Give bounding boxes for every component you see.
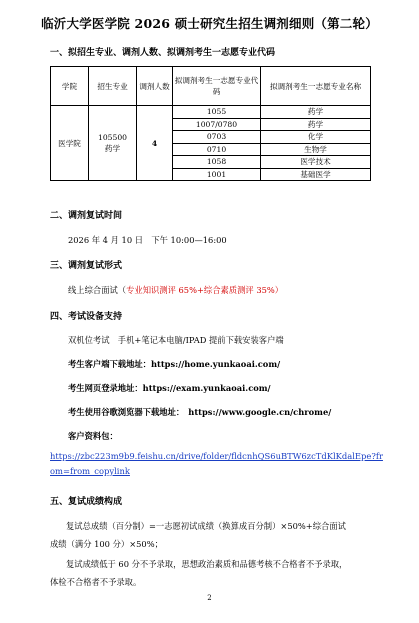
format-weighting: 专业知识测评 65%+综合素质测评 35% [126, 285, 275, 295]
web-login-address: 考生网页登录地址：https://exam.yunkaoai.com/ [68, 383, 271, 393]
code-cell: 0710 [173, 143, 261, 156]
header-first-choice-name: 拟调剂考生一志愿专业名称 [261, 67, 371, 106]
admission-rule-line2: 体检不合格者不予录取。 [50, 577, 142, 587]
code-cell: 1058 [173, 156, 261, 169]
code-cell: 0703 [173, 131, 261, 144]
client-download-address: 考生客户端下载地址：https://home.yunkaoai.com/ [68, 359, 281, 369]
page-title: 临沂大学医学院 2026 硕士研究生招生调剂细则（第二轮） [41, 16, 378, 31]
table-header-row [51, 67, 371, 106]
header-major: 招生专业 [89, 67, 137, 106]
code-cell: 1001 [173, 168, 261, 181]
header-college: 学院 [51, 67, 89, 106]
chrome-download-address: 考生使用谷歌浏览器下载地址： https://www.google.cn/chrome/ [68, 407, 332, 417]
code-cell: 1007/0780 [173, 118, 261, 131]
admission-rule-line1: 复试成绩低于 60 分不予录取，思想政治素质和品德考核不合格者不予录取， [66, 559, 348, 569]
name-cell: 生物学 [261, 143, 371, 156]
section1-heading: 一、拟招生专业、调剂人数、拟调剂考生一志愿专业代码 [50, 48, 276, 58]
header-first-choice-code: 拟调剂考生一志愿专业代码 [173, 67, 261, 106]
major-code: 105500 [98, 133, 127, 142]
name-cell: 药学 [261, 106, 371, 119]
format-suffix: ） [274, 285, 284, 295]
resource-pack-link[interactable]: https://zbc223m9b9.feishu.cn/drive/folder/fldcnhQS6uBTW6zcTdKlKdalEpe?fr [50, 451, 383, 461]
page-number: 2 [207, 594, 212, 602]
enrollment-table [50, 66, 371, 181]
section2-heading: 二、调剂复试时间 [50, 211, 123, 221]
count-cell: 4 [137, 106, 173, 181]
name-cell: 化学 [261, 131, 371, 144]
score-formula-line1: 复试总成绩（百分制）=一志愿初试成绩（换算成百分制）×50%+综合面试 [66, 521, 346, 531]
section3-heading: 三、调剂复试形式 [50, 261, 123, 271]
major-cell [89, 106, 137, 181]
name-cell: 医学技术 [261, 156, 371, 169]
device-requirement: 双机位考试 手机+笔记本电脑/IPAD 提前下载安装客户端 [68, 335, 284, 345]
name-cell: 基础医学 [261, 168, 371, 181]
table-row [51, 106, 371, 119]
interview-format [68, 284, 283, 296]
resource-pack-label: 客户资料包： [68, 431, 118, 441]
interview-time: 2026 年 4 月 10 日 下午 10:00—16:00 [68, 235, 227, 245]
section5-heading: 五、复试成绩构成 [50, 497, 123, 507]
format-prefix: 线上综合面试（ [68, 285, 127, 295]
code-cell: 1055 [173, 106, 261, 119]
college-cell: 医学院 [51, 106, 89, 181]
score-formula-line2: 成绩（满分 100 分）×50%； [50, 539, 163, 549]
name-cell: 药学 [261, 118, 371, 131]
header-count: 调剂人数 [137, 67, 173, 106]
major-name: 药学 [104, 144, 121, 153]
resource-pack-link-continued[interactable]: om=from_copylink [50, 466, 130, 476]
section4-heading: 四、考试设备支持 [50, 312, 123, 322]
